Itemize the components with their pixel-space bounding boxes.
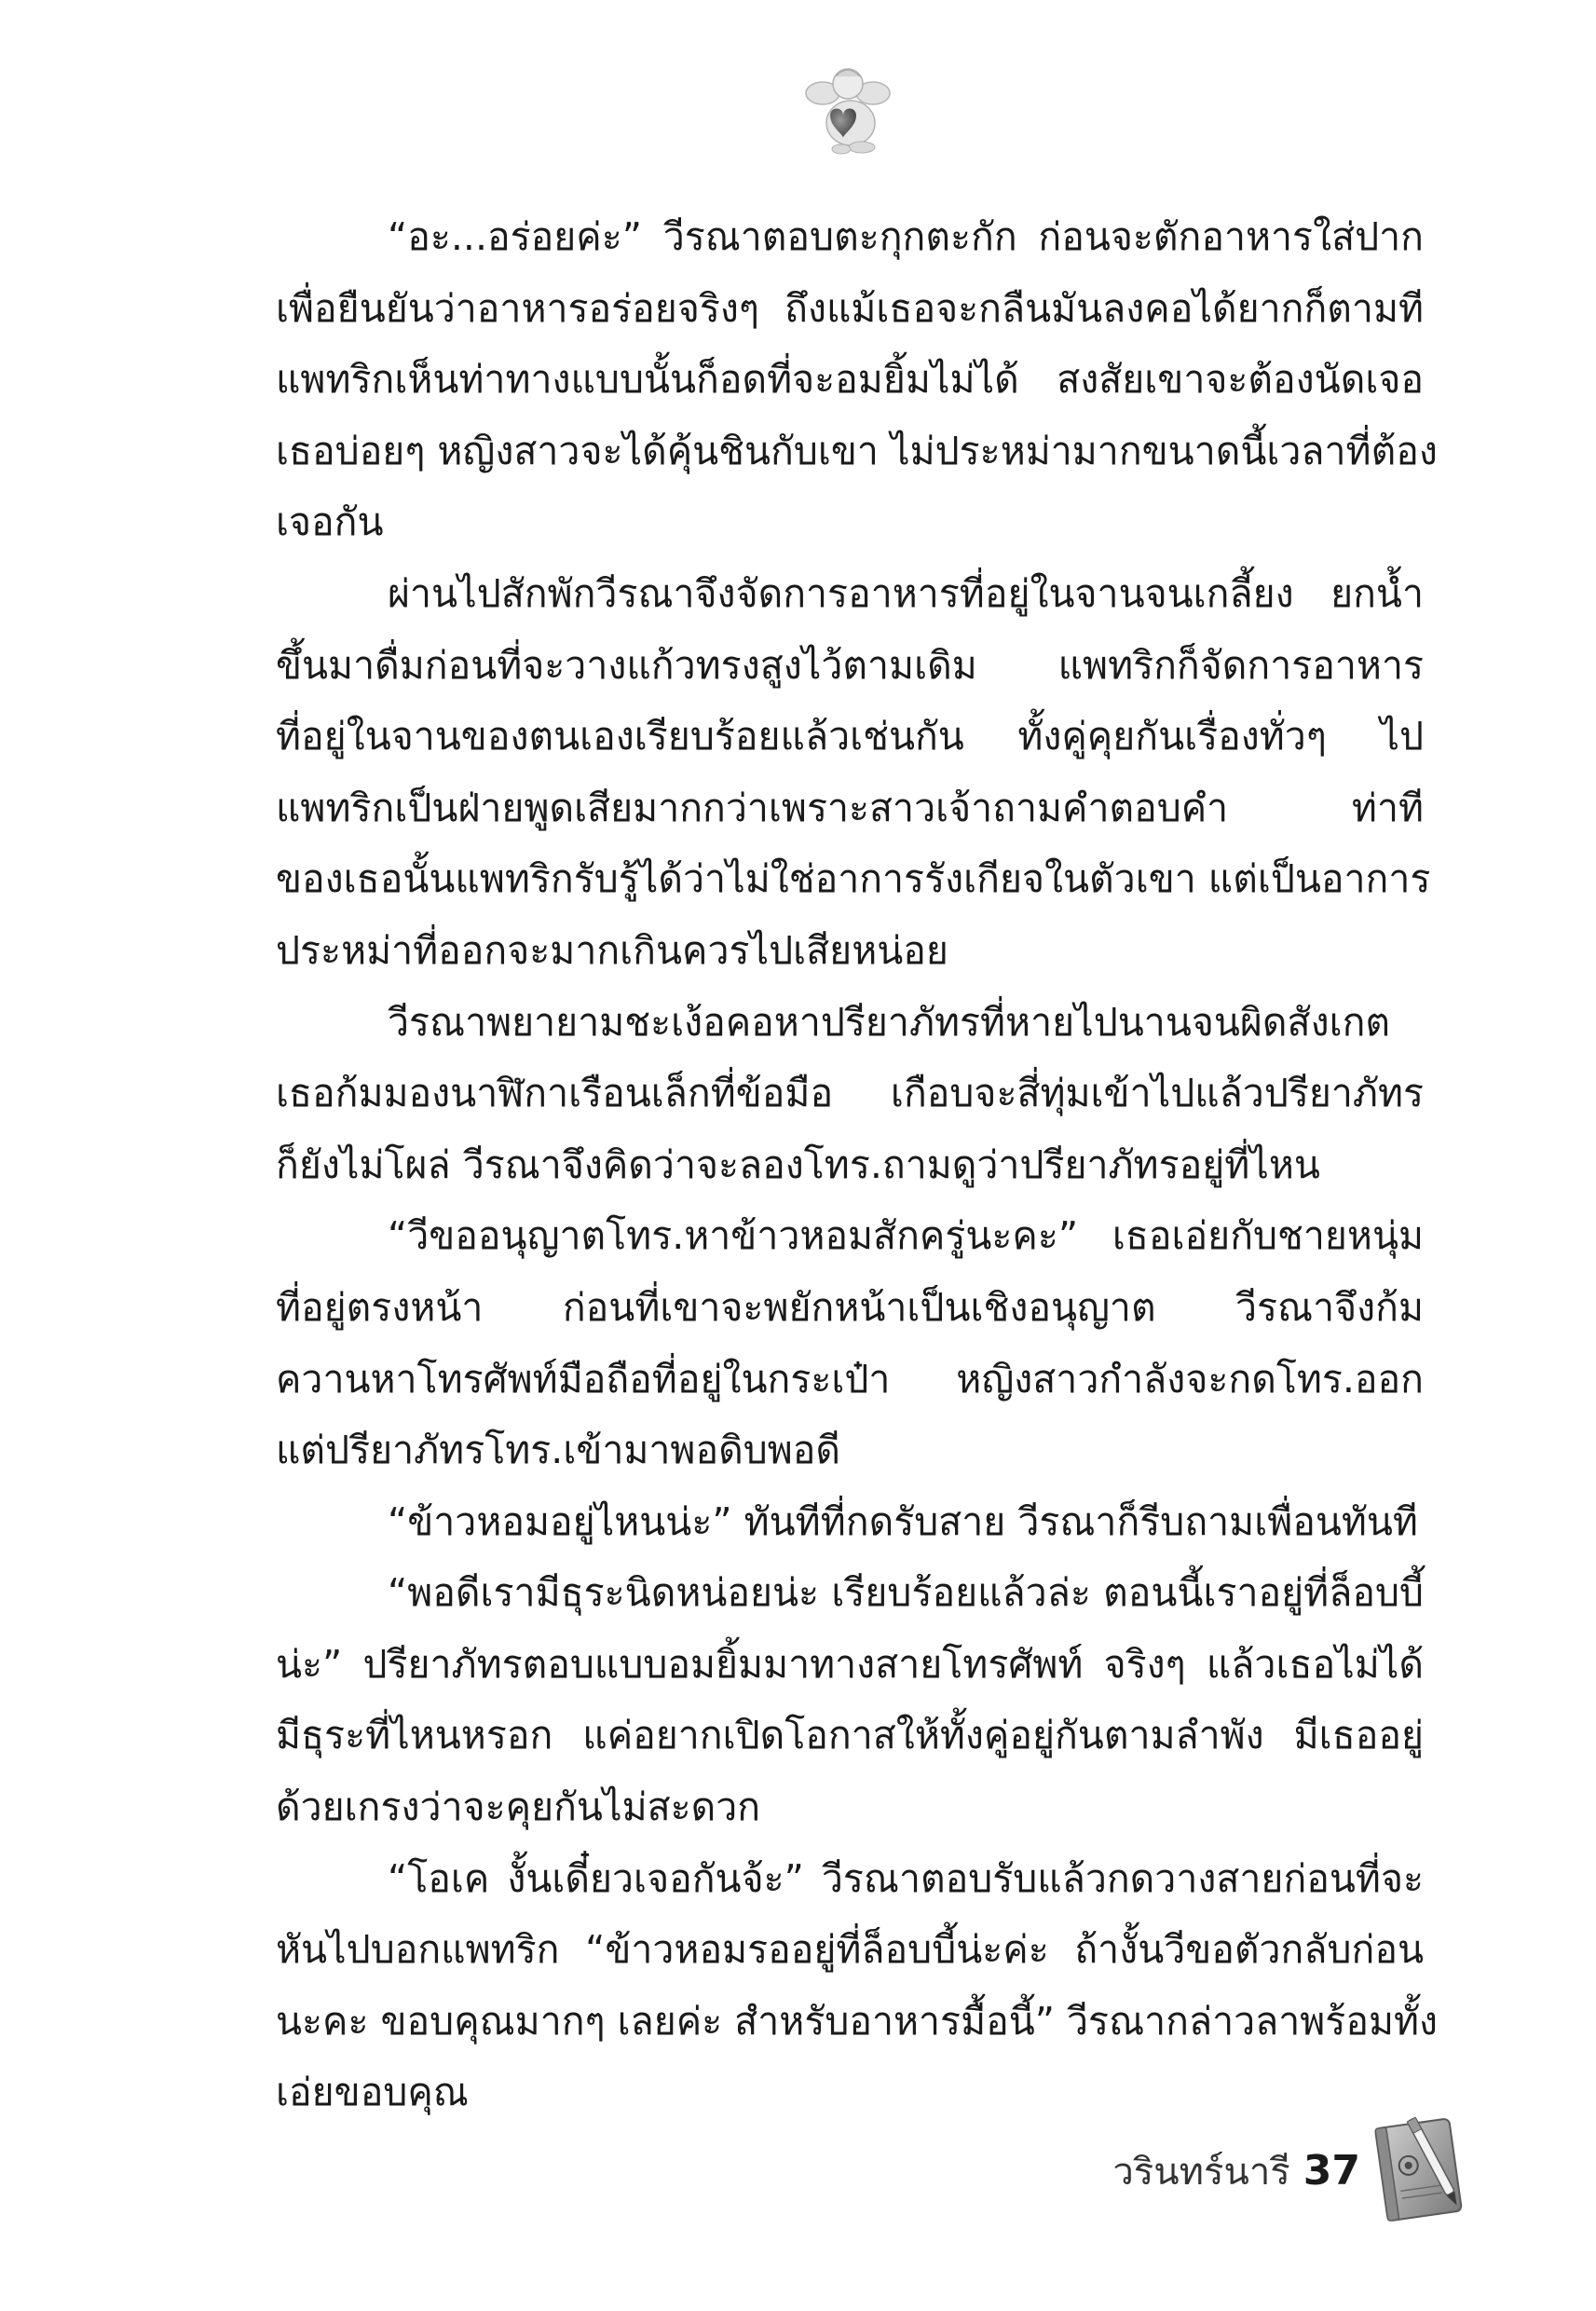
text-line: ด้วยเกรงว่าจะคุยกันไม่สะดวก — [276, 1785, 761, 1830]
text-line: เอ่ยขอบคุณ — [276, 2070, 469, 2115]
text-line: ควานหาโทรศัพท์มือถือที่อยู่ในกระเป๋า หญิงสาวกำลังจะกดโทร.ออก — [276, 1356, 1424, 1402]
page-footer — [1006, 2143, 1360, 2200]
text-line: เธอบ่อยๆ หญิงสาวจะได้คุ้นชินกับเขา ไม่ประหม่ามากขนาดนี้เวลาที่ต้อง — [276, 428, 1438, 473]
text-line: ที่อยู่ในจานของตนเองเรียบร้อยแล้วเช่นกัน ทั้งคู่คุยกันเรื่องทั่วๆ ไป — [276, 714, 1424, 759]
text-line: แพทริกเป็นฝ่ายพูดเสียมากกว่าเพราะสาวเจ้าถามคำตอบคำ ท่าที — [276, 785, 1424, 830]
page-body — [276, 201, 1439, 2128]
text-line: มีธุระที่ไหนหรอก แค่อยากเปิดโอกาสให้ทั้งคู่อยู่กันตามลำพัง มีเธออยู่ — [276, 1713, 1424, 1758]
book-title: วรินทร์นารี — [1112, 2151, 1290, 2194]
text-line: ผ่านไปสักพักวีรณาจึงจัดการอาหารที่อยู่ในจานจนเกลี้ยง ยกน้ำ — [388, 570, 1424, 616]
text-line: แต่ปรียาภัทรโทร.เข้ามาพอดิบพอดี — [276, 1428, 841, 1473]
text-line: แพทริกเห็นท่าทางแบบนั้นก็อดที่จะอมยิ้มไม่ได้ สงสัยเขาจะต้องนัดเจอ — [276, 357, 1424, 403]
text-line: “พอดีเรามีธุระนิดหน่อยน่ะ เรียบร้อยแล้วล่ะ ตอนนี้เราอยู่ที่ล็อบบี้ — [388, 1570, 1424, 1616]
text-line: ประหม่าที่ออกจะมากเกินควรไปเสียหน่อย — [276, 927, 948, 973]
text-line: หันไปบอกแพทริก “ข้าวหอมรออยู่ที่ล็อบบี้น่ะค่ะ ถ้างั้นวีขอตัวกลับก่อน — [276, 1927, 1424, 1973]
text-line: เพื่อยืนยันว่าอาหารอร่อยจริงๆ ถึงแม้เธอจะกลืนมันลงคอได้ยากก็ตามที — [276, 285, 1424, 331]
text-line: นะคะ ขอบคุณมากๆ เลยค่ะ สำหรับอาหารมื้อนี้” วีรณากล่าวลาพร้อมทั้ง — [276, 1998, 1439, 2044]
text-line: “อะ...อร่อยค่ะ” วีรณาตอบตะกุกตะกัก ก่อนจะตักอาหารใส่ปาก — [388, 214, 1424, 259]
text-line: เจอกัน — [276, 499, 384, 545]
text-line: “วีขออนุญาตโทร.หาข้าวหอมสักครู่นะคะ” เธอเอ่ยกับชายหนุ่ม — [388, 1213, 1424, 1259]
text-line: ก็ยังไม่โผล่ วีรณาจึงคิดว่าจะลองโทร.ถามดูว่าปรียาภัทรอยู่ที่ไหน — [276, 1142, 1320, 1187]
notebook-pen-icon — [1370, 2106, 1472, 2227]
cupid-angel-icon — [797, 58, 899, 160]
text-line: ที่อยู่ตรงหน้า ก่อนที่เขาจะพยักหน้าเป็นเชิงอนุญาต วีรณาจึงก้ม — [276, 1284, 1424, 1330]
text-line: ขึ้นมาดื่มก่อนที่จะวางแก้วทรงสูงไว้ตามเดิม แพทริกก็จัดการอาหาร — [276, 642, 1424, 688]
text-line: “ข้าวหอมอยู่ไหนน่ะ” ทันทีที่กดรับสาย วีรณาก็รีบถามเพื่อนทันที — [388, 1498, 1418, 1544]
text-line: “โอเค งั้นเดี๋ยวเจอกันจ้ะ” วีรณาตอบรับแล้วกดวางสายก่อนที่จะ — [388, 1855, 1424, 1901]
text-line: ของเธอนั้นแพทริกรับรู้ได้ว่าไม่ใช่อาการรังเกียจในตัวเขา แต่เป็นอาการ — [276, 856, 1431, 902]
text-line: วีรณาพยายามชะเง้อคอหาปรียาภัทรที่หายไปนานจนผิดสังเกต — [388, 999, 1391, 1045]
text-line: เธอก้มมองนาฬิกาเรือนเล็กที่ข้อมือ เกือบจะสี่ทุ่มเข้าไปแล้วปรียาภัทร — [276, 1071, 1424, 1116]
text-line: น่ะ” ปรียาภัทรตอบแบบอมยิ้มมาทางสายโทรศัพท์ จริงๆ แล้วเธอไม่ได้ — [276, 1641, 1424, 1687]
page-number: 37 — [1303, 2147, 1360, 2195]
